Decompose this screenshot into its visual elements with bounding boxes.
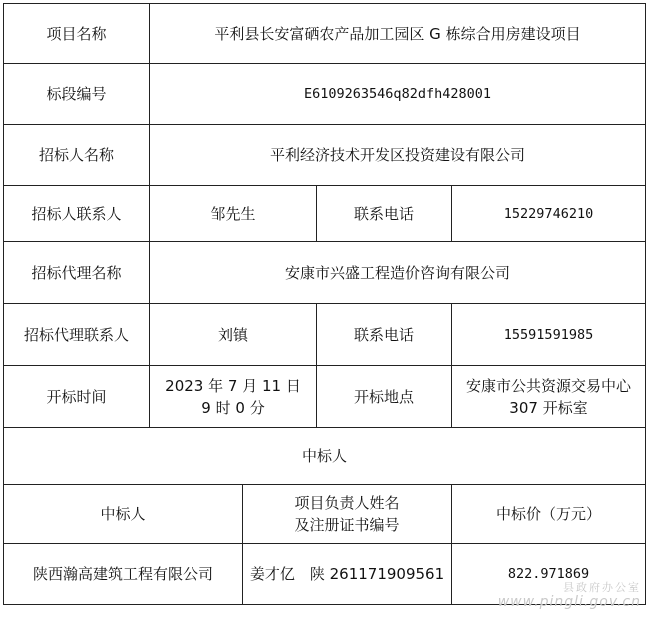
opening-time-value (149, 365, 317, 428)
watermark-line2: www.pingli.gov.cn (497, 594, 641, 610)
tenderer-value: 平利经济技术开发区投资建设有限公司 (149, 124, 646, 186)
manager-header-line1: 项目负责人姓名 (294, 494, 400, 512)
bid-result-table (3, 3, 646, 605)
price-value: 822.971869 (451, 543, 646, 605)
agency-phone-value: 15591591985 (451, 303, 646, 366)
tenderer-phone-label: 联系电话 (316, 185, 452, 242)
opening-time-label: 开标时间 (3, 365, 150, 428)
agency-label: 招标代理名称 (3, 241, 150, 304)
tenderer-contact-label: 招标人联系人 (3, 185, 150, 242)
winner-name: 陕西瀚高建筑工程有限公司 (3, 543, 243, 605)
winner-section-title: 中标人 (3, 427, 646, 485)
agency-contact-label: 招标代理联系人 (3, 303, 150, 366)
opening-place-line1: 安康市公共资源交易中心 (465, 376, 631, 395)
winner-header: 中标人 (3, 484, 243, 544)
agency-contact-value: 刘镇 (149, 303, 317, 366)
agency-phone-label: 联系电话 (316, 303, 452, 366)
tenderer-contact-value: 邹先生 (149, 185, 317, 242)
manager-value: 姜才亿 陕 261171909561 (242, 543, 452, 605)
opening-place-value (451, 365, 646, 428)
project-name-label: 项目名称 (3, 3, 150, 64)
tenderer-label: 招标人名称 (3, 124, 150, 186)
tenderer-phone-value: 15229746210 (451, 185, 646, 242)
opening-time-hour: 9 时 0 分 (201, 398, 265, 417)
section-code-value: E6109263546q82dfh428001 (149, 63, 646, 125)
section-code-label: 标段编号 (3, 63, 150, 125)
manager-header-line2: 及注册证书编号 (294, 516, 400, 534)
manager-header (242, 484, 452, 544)
agency-value: 安康市兴盛工程造价咨询有限公司 (149, 241, 646, 304)
price-header: 中标价（万元） (451, 484, 646, 544)
opening-place-label: 开标地点 (316, 365, 452, 428)
watermark-line1: 县政府办公室 (563, 581, 641, 594)
opening-place-line2: 307 开标室 (509, 398, 588, 417)
opening-time-date: 2023 年 7 月 11 日 (165, 376, 301, 395)
project-name-value: 平利县长安富硒农产品加工园区 G 栋综合用房建设项目 (149, 3, 646, 64)
